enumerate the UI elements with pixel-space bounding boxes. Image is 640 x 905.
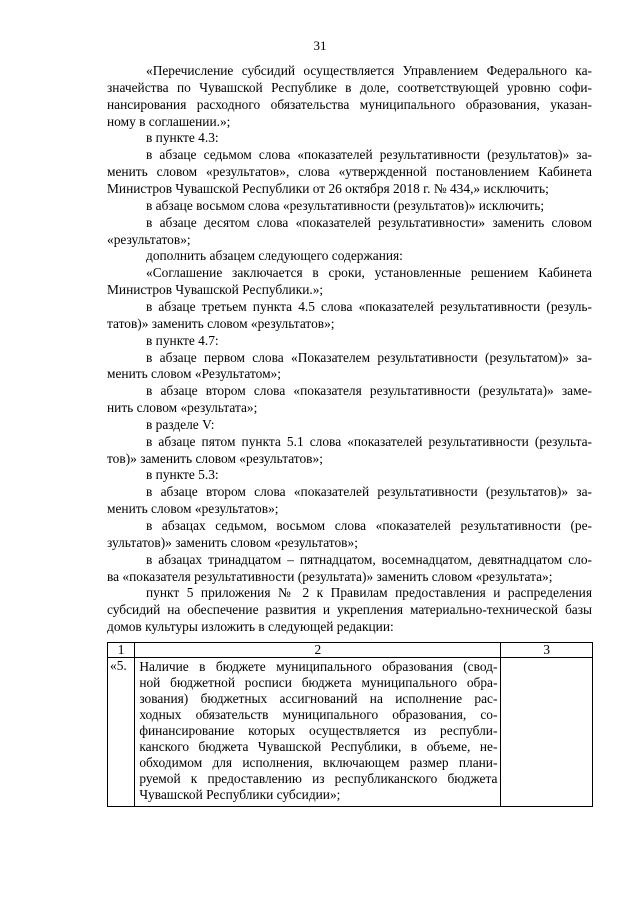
cell-text-line: руемой к предоставлению из республиканского бюджета: [139, 771, 498, 786]
text-line: ва «показателя результативности (результата)» заменить словом «результата»;: [107, 568, 553, 584]
text-line: менить словом «Результатом»;: [107, 366, 281, 382]
row-text-cell: [135, 658, 501, 807]
cell-text-line: обходимом для исполнения, включающем размер плани-: [139, 755, 498, 770]
text-line: субсидий на обеспечение развития и укрепления материально-технической базы: [107, 602, 592, 618]
text-line: в абзаце пятом пункта 5.1 слова «показателей результативности (результа-: [146, 433, 592, 449]
cell-text-line: ходных обязательств муниципального образования, со-: [139, 707, 498, 722]
text-line: в абзацах седьмом, восьмом слова «показателей результативности (ре-: [146, 518, 592, 533]
text-line: зультатов)» заменить словом «результатов»;: [107, 534, 358, 550]
amendment-table: [107, 642, 593, 807]
text-line: Министров Чувашской Республики.»;: [107, 282, 324, 298]
text-line: в абзаце втором слова «показателей результативности (результатов)» за-: [146, 484, 592, 500]
text-line: в пункте 4.3:: [146, 130, 219, 146]
text-line: пункт 5 приложения № 2 к Правилам предоставления и распределения: [146, 585, 592, 601]
cell-text-line: Чувашской Республики субсидии»;: [139, 787, 341, 802]
header-cell-2: 2: [135, 643, 501, 658]
table-header-row: [108, 643, 593, 658]
text-line: дополнить абзацем следующего содержания:: [146, 248, 403, 264]
text-line: нансирования расходного обязательства муниципального образования, указан-: [107, 96, 592, 112]
text-line: «Перечисление субсидий осуществляется Управлением Федерального ка-: [146, 63, 592, 78]
text-line: «Соглашение заключается в сроки, установленные решением Кабинета: [146, 265, 592, 281]
text-line: в абзаце третьем пункта 4.5 слова «показателей результативности (резуль-: [146, 298, 592, 314]
row-number-cell: «5.: [108, 658, 135, 807]
cell-text-line: финансирование которых осуществляется из республи-: [139, 723, 498, 738]
text-line: в разделе V:: [146, 416, 215, 432]
header-cell-1: 1: [108, 643, 135, 658]
text-line: тов)» заменить словом «результатов»;: [107, 450, 323, 466]
text-line: ному в соглашении.»;: [107, 113, 231, 129]
text-line: в абзаце седьмом слова «показателей результативности (результатов)» за-: [146, 147, 592, 163]
text-line: менить словом «результатов», слова «утвержденной постановлением Кабинета: [107, 164, 592, 180]
text-line: в абзаце десятом слова «показателей результативности» заменить словом: [146, 214, 592, 230]
text-line: нить словом «результата»;: [107, 400, 258, 415]
cell-text-line: зования) бюджетных ассигнований на исполнение рас-: [139, 691, 498, 706]
text-line: в абзаце втором слова «показателя результативности (результата)» заме-: [146, 383, 592, 399]
cell-text-line: ной бюджетной росписи бюджета муниципального обра-: [139, 675, 498, 690]
text-line: Министров Чувашской Республики от 26 октября 2018 г. № 434,» исключить;: [107, 181, 549, 196]
text-line: татов)» заменить словом «результатов»;: [107, 315, 335, 331]
cell-text-line: Наличие в бюджете муниципального образования (свод-: [139, 659, 498, 674]
text-line: «результатов»;: [107, 231, 191, 247]
text-line: в пункте 4.7:: [146, 332, 219, 348]
text-line: в пункте 5.3:: [146, 467, 219, 483]
cell-text-line: канского бюджета Чувашской Республики, в объеме, не-: [139, 739, 498, 754]
text-line: менить словом «результатов»;: [107, 501, 279, 517]
table-row: [108, 658, 593, 807]
text-line: в абзаце первом слова «Показателем результативности (результатом)» за-: [146, 349, 592, 365]
text-line: в абзацах тринадцатом – пятнадцатом, восемнадцатом, девятнадцатом сло-: [146, 551, 592, 567]
text-line: значейства по Чувашской Республике в доле, соответствующей уровню софи-: [107, 79, 592, 95]
page-number: 31: [313, 38, 327, 53]
row-col3-cell: [501, 658, 593, 807]
text-line: домов культуры изложить в следующей редакции:: [107, 619, 394, 635]
text-line: в абзаце восьмом слова «результативности (результатов)» исключить;: [146, 197, 545, 213]
header-cell-3: 3: [501, 643, 593, 658]
